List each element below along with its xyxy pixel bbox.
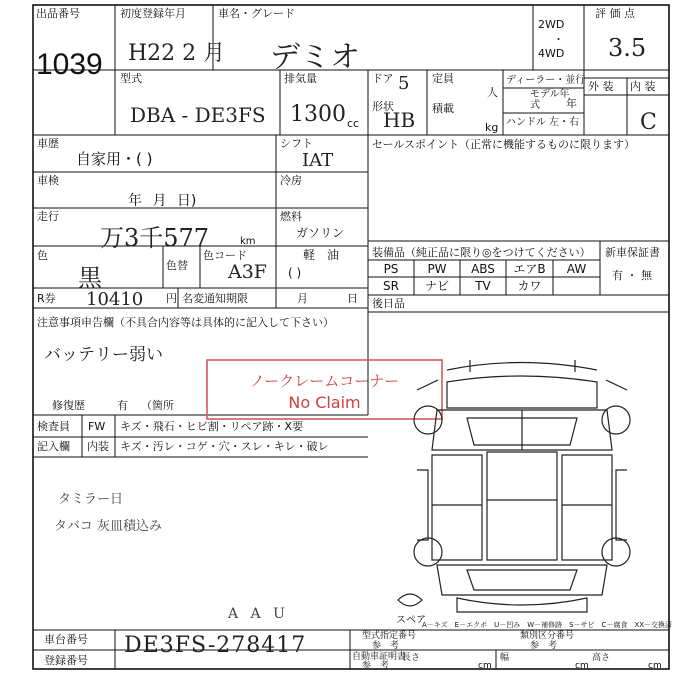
model-label: 型式 bbox=[120, 72, 142, 85]
load-unit: kg bbox=[485, 121, 499, 134]
ac-label: 冷房 bbox=[280, 174, 302, 187]
class-ref: 参 考 bbox=[530, 641, 558, 651]
memo-line-3: A A U bbox=[228, 606, 285, 622]
shape-label: 形状 bbox=[372, 100, 394, 113]
aftermarket-label: 後日品 bbox=[372, 297, 405, 310]
spare-label: スペア bbox=[396, 615, 426, 626]
interior-label: 内 装 bbox=[630, 80, 656, 93]
lot-number-label: 出品番号 bbox=[36, 7, 80, 20]
model-value: DBA - DE3FS bbox=[130, 103, 266, 127]
memo-line-2: タバコ 灰皿積込み bbox=[54, 519, 163, 534]
interior-grade: C bbox=[640, 110, 657, 135]
lot-number: 1039 bbox=[36, 48, 103, 81]
model-year-unit: 年 bbox=[566, 97, 577, 110]
displacement-value: 1300 bbox=[290, 102, 346, 127]
declaration-label: 注意事項申告欄（不具合内容等は具体的に記入して下さい） bbox=[37, 316, 334, 329]
warranty-label: 新車保証書 bbox=[605, 246, 660, 259]
length-label: 長さ bbox=[402, 653, 421, 663]
car-name-value: デミオ bbox=[270, 40, 360, 75]
chassis-value: DE3FS-278417 bbox=[124, 633, 307, 658]
mileage-value: 万3千577 bbox=[100, 224, 210, 252]
model-year-label: モデル年式 bbox=[530, 89, 570, 111]
inspector-entry-label: 記入欄 bbox=[37, 440, 70, 453]
handle-label: ハンドル 左・右 bbox=[506, 117, 580, 128]
mileage-unit: km bbox=[240, 236, 256, 247]
repair-yes: 有 bbox=[117, 399, 128, 412]
registration-label: 登録番号 bbox=[44, 654, 88, 667]
height-label: 高さ bbox=[592, 653, 611, 663]
fuel-label: 燃料 bbox=[280, 210, 302, 223]
car-name-label: 車名・グレード bbox=[218, 7, 295, 20]
no-claim-jp: ノークレームコーナー bbox=[249, 372, 400, 390]
equip-navi: ナビ bbox=[424, 279, 449, 293]
recycle-unit: 円 bbox=[166, 292, 177, 305]
width-label: 幅 bbox=[500, 653, 510, 663]
warranty-value: 有 ・ 無 bbox=[612, 269, 652, 282]
exterior-label: 外 装 bbox=[588, 80, 614, 93]
damage-legend: A－キズ E－エクボ U－凹み W－補修跡 S－サビ C－腐食 XX－交換済 bbox=[422, 621, 673, 629]
width-unit: cm bbox=[575, 661, 589, 671]
equip-sr: SR bbox=[383, 279, 399, 293]
doors-label: ドア bbox=[372, 72, 394, 85]
height-unit: cm bbox=[648, 661, 662, 671]
class-label: 類別区分番号 bbox=[520, 631, 575, 641]
drive-2wd: 2WD bbox=[538, 18, 565, 31]
equipment-label: 装備品（純正品に限り◎をつけてください） bbox=[372, 246, 591, 259]
equip-pw: PW bbox=[427, 262, 447, 276]
displacement-unit: cc bbox=[347, 117, 360, 130]
color-value: 黒 bbox=[78, 264, 102, 292]
equip-tv: TV bbox=[475, 279, 491, 293]
usage-label: 車歴 bbox=[37, 137, 59, 150]
equip-ps: PS bbox=[383, 262, 399, 276]
shift-label: シフト bbox=[280, 137, 313, 150]
dealer-label: ディーラー・並行 bbox=[506, 75, 586, 86]
shape-value: HB bbox=[383, 108, 416, 132]
name-change-day: 日 bbox=[347, 292, 358, 305]
interior-options: キズ・汚レ・コゲ・穴・スレ・キレ・破レ bbox=[120, 440, 329, 453]
reg-cert-ref: 参 考 bbox=[362, 661, 390, 671]
interior-inspect-label: 内装 bbox=[87, 440, 109, 453]
declaration-text: バッテリー弱い bbox=[44, 345, 163, 365]
load-label: 積載 bbox=[432, 102, 454, 115]
name-change-month: 月 bbox=[297, 292, 308, 305]
reg-cert-label: 自動車証明書 bbox=[352, 652, 407, 662]
capacity-label: 定員 bbox=[432, 72, 454, 85]
inspector-label: 検査員 bbox=[37, 420, 70, 433]
recycle-value: 10410 bbox=[86, 289, 144, 310]
chassis-label: 車台番号 bbox=[44, 633, 88, 646]
type-cert-label: 型式指定番号 bbox=[362, 631, 417, 641]
first-registration-label: 初度登録年月 bbox=[120, 7, 186, 20]
mileage-label: 走行 bbox=[37, 210, 59, 223]
equip-airbag: エアB bbox=[513, 262, 546, 276]
equip-aw: AW bbox=[566, 262, 587, 276]
color-code-value: A3F bbox=[228, 261, 267, 283]
usage-value: 自家用・( ) bbox=[76, 150, 153, 168]
rating-label: 評 価 点 bbox=[595, 7, 635, 20]
fuel-other: ( ) bbox=[288, 266, 302, 280]
type-cert-ref: 参 考 bbox=[372, 641, 400, 651]
fw-label: FW bbox=[88, 420, 106, 433]
inspection-value: 年 月 日) bbox=[128, 193, 197, 209]
color-label: 色 bbox=[37, 249, 48, 262]
no-claim-en: No Claim bbox=[288, 393, 361, 412]
color-code-label: 色コード bbox=[203, 249, 247, 262]
equip-leather: カワ bbox=[517, 279, 542, 293]
repair-label: 修復歴 bbox=[52, 399, 85, 412]
shift-value: IAT bbox=[302, 150, 334, 171]
recycle-label: R券 bbox=[37, 292, 56, 305]
equip-abs: ABS bbox=[471, 262, 495, 276]
fw-options: キズ・飛石・ヒビ割・リペア跡・X要 bbox=[120, 420, 304, 433]
drive-dot: ・ bbox=[553, 33, 564, 46]
color-change-label: 色替 bbox=[166, 259, 188, 272]
inspection-label: 車検 bbox=[37, 174, 59, 187]
memo-line-1: タミラー日 bbox=[58, 492, 124, 507]
drive-4wd: 4WD bbox=[538, 47, 565, 60]
displacement-label: 排気量 bbox=[284, 72, 317, 85]
name-change-label: 名変通知期限 bbox=[182, 292, 248, 305]
rating-value: 3.5 bbox=[608, 34, 647, 62]
capacity-unit: 人 bbox=[487, 86, 498, 99]
length-unit: cm bbox=[478, 661, 492, 671]
first-registration-value: H22 2 月 bbox=[128, 41, 226, 66]
sales-point-label: セールスポイント（正常に機能するものに限ります） bbox=[372, 138, 636, 151]
fuel-diesel: 軽 油 bbox=[303, 248, 340, 262]
doors-value: 5 bbox=[398, 73, 410, 94]
repair-location: （箇所 bbox=[141, 399, 174, 412]
fuel-gasoline: ガソリン bbox=[296, 226, 345, 240]
